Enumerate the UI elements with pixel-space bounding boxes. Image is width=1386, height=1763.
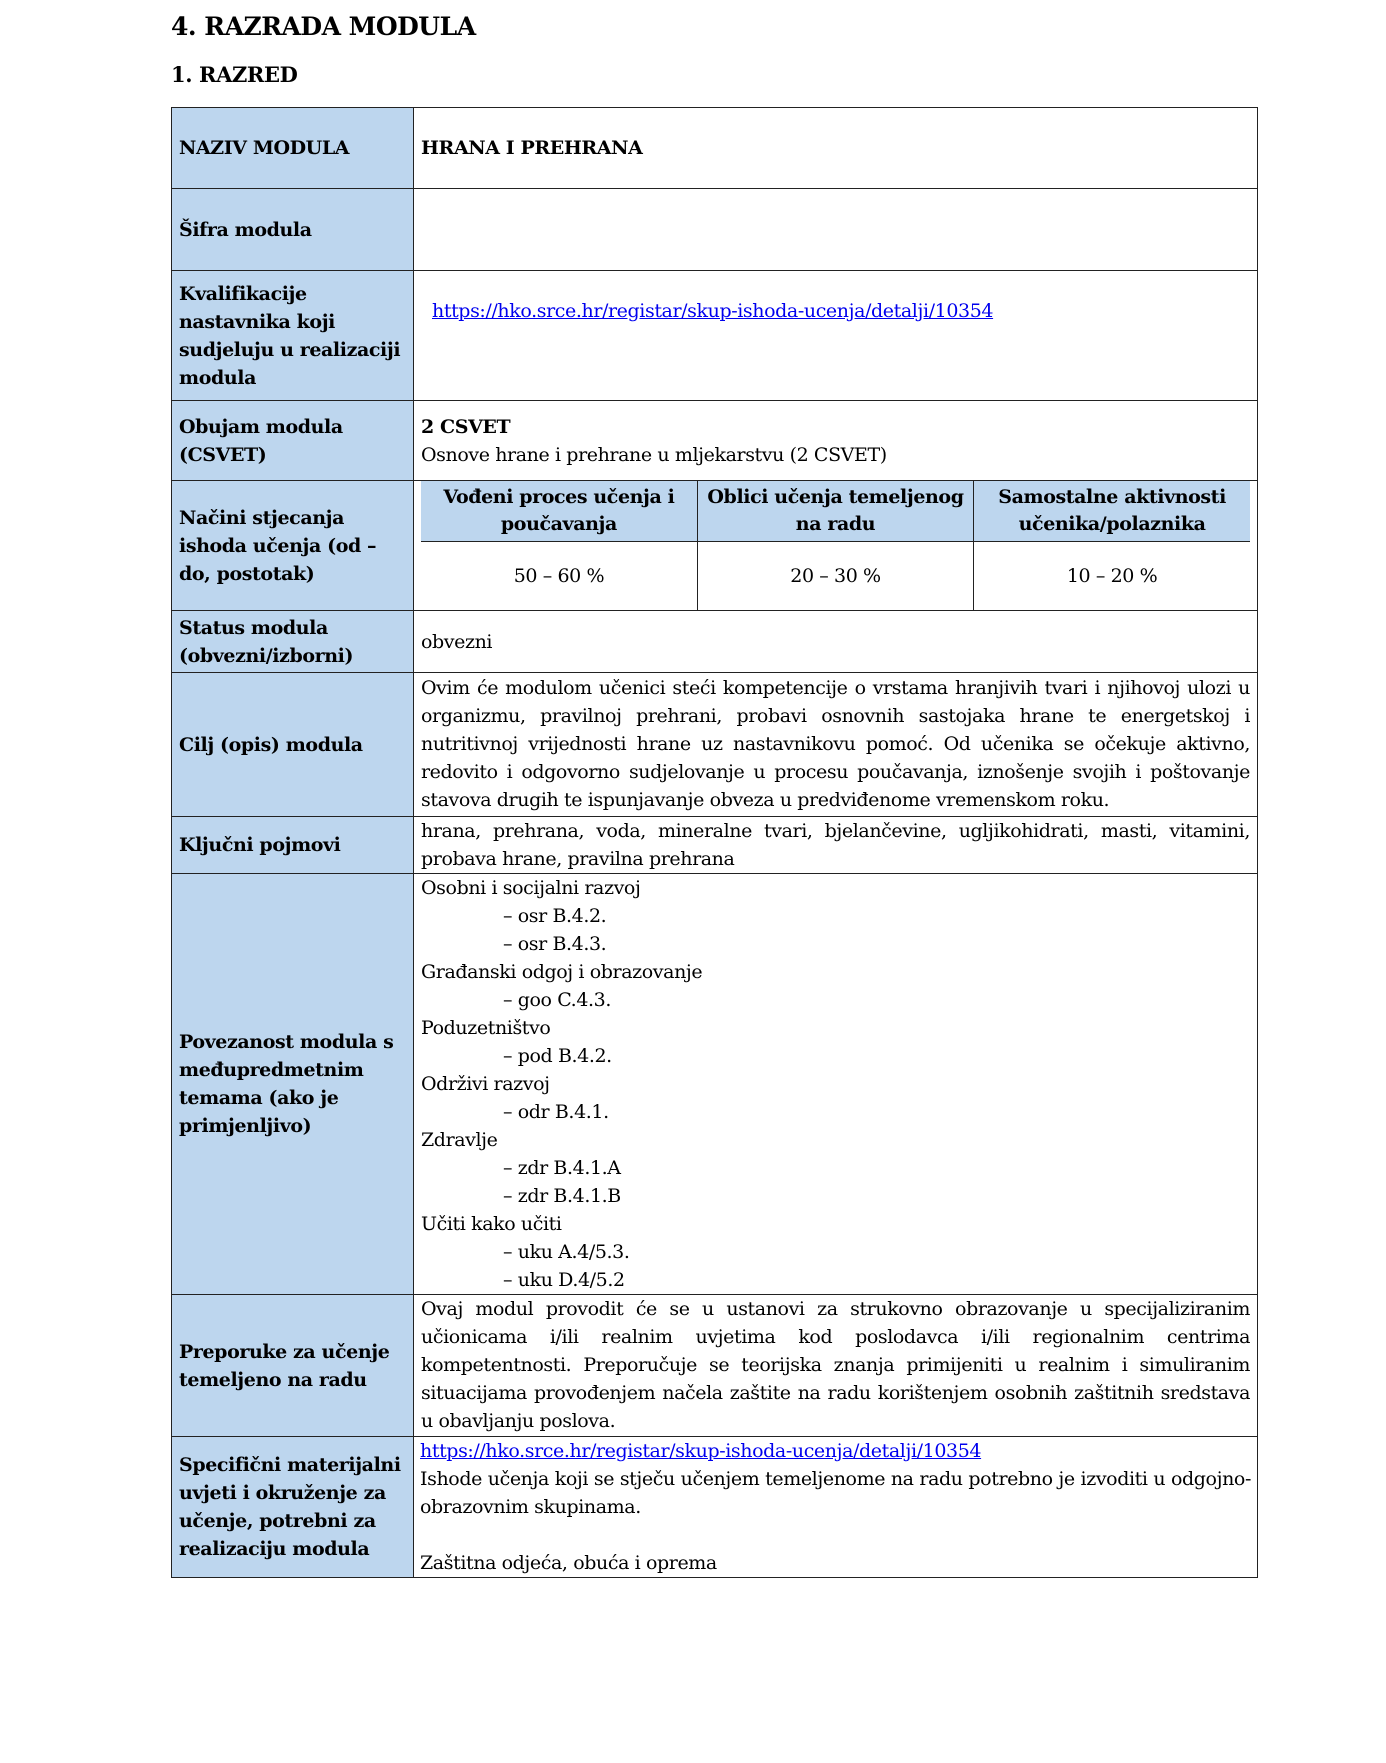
label-povezanost: Povezanost modula s međupredmetnim temama (ako je primjenljivo) bbox=[172, 874, 414, 1295]
nacini-header-2: Oblici učenja temeljenog na radu bbox=[697, 481, 973, 542]
value-cilj: Ovim će modulom učenici steći kompetencije o vrstama hranjivih tvari i njihovoj ulozi u organizmu, pravilnoj prehrani, probavi osnovnih sastojaka hrane te energetskoj i nutritivnoj vrijednosti hrane uz nastavnikovu pomoć. Od učenika se očekuje aktivno, redovito i odgovorno sudjelovanje u procesu poučavanja, iznošenje svojih i poštovanje stavova drugih te ispunjavanje obveza u predviđenome vremenskom roku. bbox=[414, 673, 1258, 817]
row-status bbox=[172, 611, 1258, 673]
hko-link[interactable]: https://hko.srce.hr/registar/skup-ishoda-ucenja/detalji/10354 bbox=[432, 300, 994, 322]
value-obujam-csvet: 2 CSVET bbox=[421, 415, 511, 438]
nacini-value-2: 20 – 30 % bbox=[697, 542, 973, 611]
value-preporuke: Ovaj modul provodit će se u ustanovi za strukovno obrazovanje u specijaliziranim učionicama i/ili realnim uvjetima kod poslodavca i/ili regionalnim centrima kompetentnosti. Preporučuje se teorijska znanja primijeniti u realnim i simuliranim situacijama provođenjem načela zaštite na radu korištenjem osobnih zaštitnih sredstava u obavljanju poslova. bbox=[414, 1295, 1258, 1437]
module-table bbox=[171, 107, 1258, 1578]
topic-item: – osr B.4.2. bbox=[503, 905, 607, 927]
nacini-value-1: 50 – 60 % bbox=[421, 542, 697, 611]
topic-group bbox=[421, 1070, 1250, 1126]
value-povezanost bbox=[414, 874, 1258, 1295]
section-heading: 4. RAZRADA MODULA bbox=[171, 12, 476, 41]
value-naziv: HRANA I PREHRANA bbox=[414, 108, 1258, 189]
topic-item: – zdr B.4.1.B bbox=[503, 1185, 621, 1207]
row-naziv bbox=[172, 108, 1258, 189]
row-pojmovi bbox=[172, 817, 1258, 874]
topic-group bbox=[421, 874, 1250, 958]
topic-item: – goo C.4.3. bbox=[503, 989, 611, 1011]
nacini-value-3: 10 – 20 % bbox=[974, 542, 1250, 611]
row-obujam bbox=[172, 401, 1258, 481]
topic-item: – uku D.4/5.2 bbox=[503, 1269, 625, 1291]
value-specificni-equipment: Zaštitna odjeća, obuća i oprema bbox=[420, 1552, 717, 1574]
topic-title: Osobni i socijalni razvoj bbox=[421, 877, 641, 899]
label-nacini: Načini stjecanja ishoda učenja (od – do, postotak) bbox=[172, 481, 414, 611]
label-sifra: Šifra modula bbox=[172, 189, 414, 271]
nacini-header-3: Samostalne aktivnosti učenika/polaznika bbox=[974, 481, 1250, 542]
grade-heading: 1. RAZRED bbox=[171, 62, 298, 87]
value-sifra bbox=[414, 189, 1258, 271]
row-povezanost bbox=[172, 874, 1258, 1295]
label-cilj: Cilj (opis) modula bbox=[172, 673, 414, 817]
topic-title: Poduzetništvo bbox=[421, 1017, 551, 1039]
topic-group bbox=[421, 1014, 1250, 1070]
value-status: obvezni bbox=[414, 611, 1258, 673]
nacini-subtable bbox=[421, 481, 1250, 610]
value-obujam-desc: Osnove hrane i prehrane u mljekarstvu (2 CSVET) bbox=[421, 443, 887, 466]
hko-link-2[interactable]: https://hko.srce.hr/registar/skup-ishoda-ucenja/detalji/10354 bbox=[420, 1440, 982, 1462]
topic-group bbox=[421, 958, 1250, 1014]
label-pojmovi: Ključni pojmovi bbox=[172, 817, 414, 874]
topic-title: Učiti kako učiti bbox=[421, 1213, 562, 1235]
topic-group bbox=[421, 1126, 1250, 1210]
label-kvalifikacije: Kvalifikacije nastavnika koji sudjeluju u realizaciji modula bbox=[172, 271, 414, 401]
label-obujam: Obujam modula (CSVET) bbox=[172, 401, 414, 481]
label-status: Status modula (obvezni/izborni) bbox=[172, 611, 414, 673]
row-specificni bbox=[172, 1437, 1258, 1578]
row-cilj bbox=[172, 673, 1258, 817]
nacini-header-1: Vođeni proces učenja i poučavanja bbox=[421, 481, 697, 542]
value-pojmovi: hrana, prehrana, voda, mineralne tvari, bjelančevine, ugljikohidrati, masti, vitamini, probava hrane, pravilna prehrana bbox=[414, 817, 1258, 874]
label-naziv: NAZIV MODULA bbox=[172, 108, 414, 189]
topic-title: Održivi razvoj bbox=[421, 1073, 550, 1095]
topic-item: – uku A.4/5.3. bbox=[503, 1241, 630, 1263]
label-preporuke: Preporuke za učenje temeljeno na radu bbox=[172, 1295, 414, 1437]
row-nacini bbox=[172, 481, 1258, 611]
topic-item: – pod B.4.2. bbox=[503, 1045, 612, 1067]
row-preporuke bbox=[172, 1295, 1258, 1437]
topic-title: Zdravlje bbox=[421, 1129, 498, 1151]
topic-title: Građanski odgoj i obrazovanje bbox=[421, 961, 703, 983]
label-specificni: Specifični materijalni uvjeti i okruženje za učenje, potrebni za realizaciju modula bbox=[172, 1437, 414, 1578]
row-kvalifikacije bbox=[172, 271, 1258, 401]
topic-group bbox=[421, 1210, 1250, 1294]
topic-item: – zdr B.4.1.A bbox=[503, 1157, 621, 1179]
row-sifra bbox=[172, 189, 1258, 271]
value-specificni-text: Ishode učenja koji se stječu učenjem temeljenome na radu potrebno je izvoditi u odgojno-obrazovnim skupinama. bbox=[420, 1468, 1251, 1518]
topic-item: – osr B.4.3. bbox=[503, 933, 607, 955]
topic-item: – odr B.4.1. bbox=[503, 1101, 609, 1123]
